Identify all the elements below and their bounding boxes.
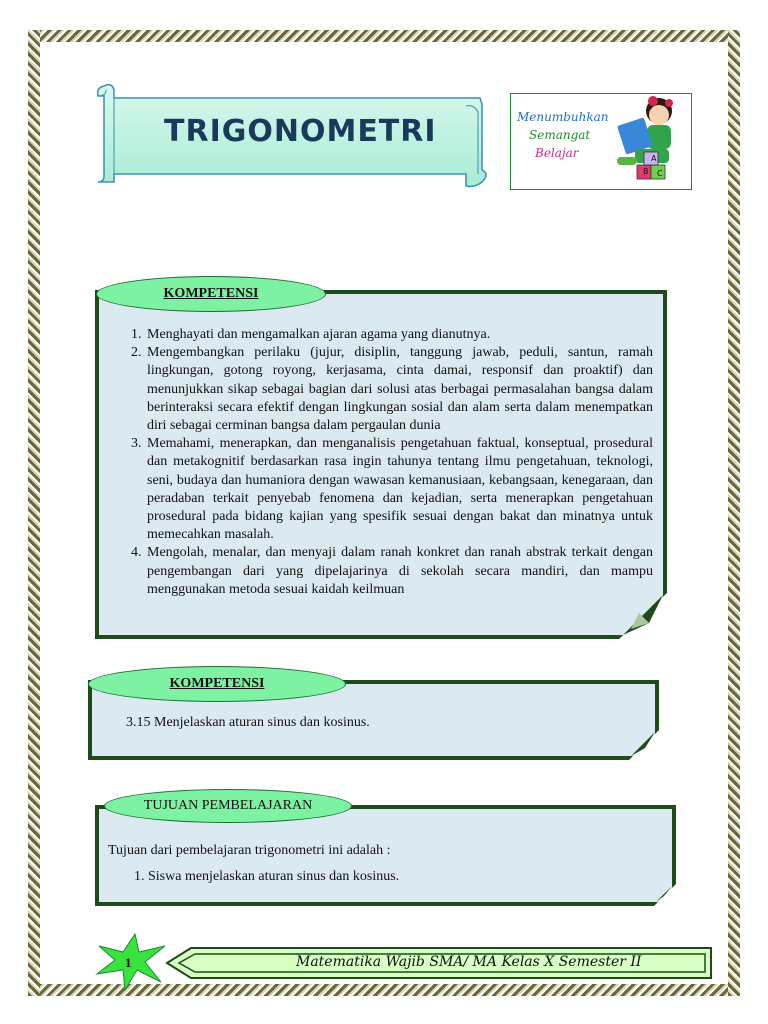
motivation-image xyxy=(510,93,692,190)
page-curl-icon xyxy=(619,593,667,639)
block-letter-b: B xyxy=(643,167,649,176)
motivation-line-3: Belajar xyxy=(535,146,579,160)
title-banner xyxy=(94,78,494,192)
footer-text: Matematika Wajib SMA/ MA Kelas X Semester II xyxy=(296,954,642,970)
page-number: 1 xyxy=(125,955,132,970)
motivation-line-1: Menumbuhkan xyxy=(517,110,609,124)
tujuan-intro: Tujuan dari pembelajaran trigonometri ini adalah : xyxy=(108,843,391,858)
kompetensi-dasar-item: 3.15 Menjelaskan aturan sinus dan kosinus. xyxy=(126,715,370,730)
tujuan-item: 1. Siswa menjelaskan aturan sinus dan kosinus. xyxy=(134,869,400,884)
list-item: 2. Mengembangkan perilaku (jujur, disiplin, tanggung jawab, peduli, santun, ramah lingkungan, gotong royong, kerjasama, cinta damai, responsif dan proaktif) dan menunjukkan sikap sebagai bagian dari solusi atas berbagai permasalahan bangsa dalam berinteraksi secara efektif dengan lingkungan sosial dan alam serta dalam menempatkan diri sebagai cerminan bangsa dalam pergaulan dunia xyxy=(145,344,653,435)
list-item: 4. Mengolah, menalar, dan menyaji dalam ranah konkret dan ranah abstrak terkait dengan pengembangan dari yang dipelajarinya di sekolah secara mandiri, dan mampu menggunakan metoda sesuai kaidah keilmuan xyxy=(145,544,653,599)
list-item: 3. Memahami, menerapkan, dan menganalisis pengetahuan faktual, konseptual, prosedural dan metakognitif berdasarkan rasa ingin tahunya tentang ilmu pengetahuan, teknologi, seni, budaya dan humaniora dengan wawasan kemanusiaan, kebangsaan, kenegaraan, dan peradaban terkait penyebab fenomena dan kejadian, serta menerapkan pengetahuan prosedural pada bidang kajian yang spesifik sesuai dengan bakat dan minatnya untuk memecahkan masalah. xyxy=(145,435,653,544)
page-border-top xyxy=(28,30,740,42)
page-curl-icon xyxy=(654,884,676,906)
page-border-left xyxy=(28,30,40,996)
kompetensi-dasar-label: KOMPETENSI xyxy=(88,666,346,702)
tujuan-label: TUJUAN PEMBELAJARAN xyxy=(104,789,352,823)
page-curl-icon xyxy=(629,730,659,760)
page-title: TRIGONOMETRI xyxy=(164,114,437,149)
kompetensi-inti-label: KOMPETENSI xyxy=(96,276,326,312)
block-letter-a: A xyxy=(651,154,657,163)
motivation-line-2: Semangat xyxy=(529,128,591,142)
block-letter-c: C xyxy=(657,169,663,178)
kompetensi-inti-list xyxy=(118,326,653,597)
list-item: 1. Menghayati dan mengamalkan ajaran agama yang dianutnya. xyxy=(145,326,653,344)
page-border-right xyxy=(728,30,740,996)
